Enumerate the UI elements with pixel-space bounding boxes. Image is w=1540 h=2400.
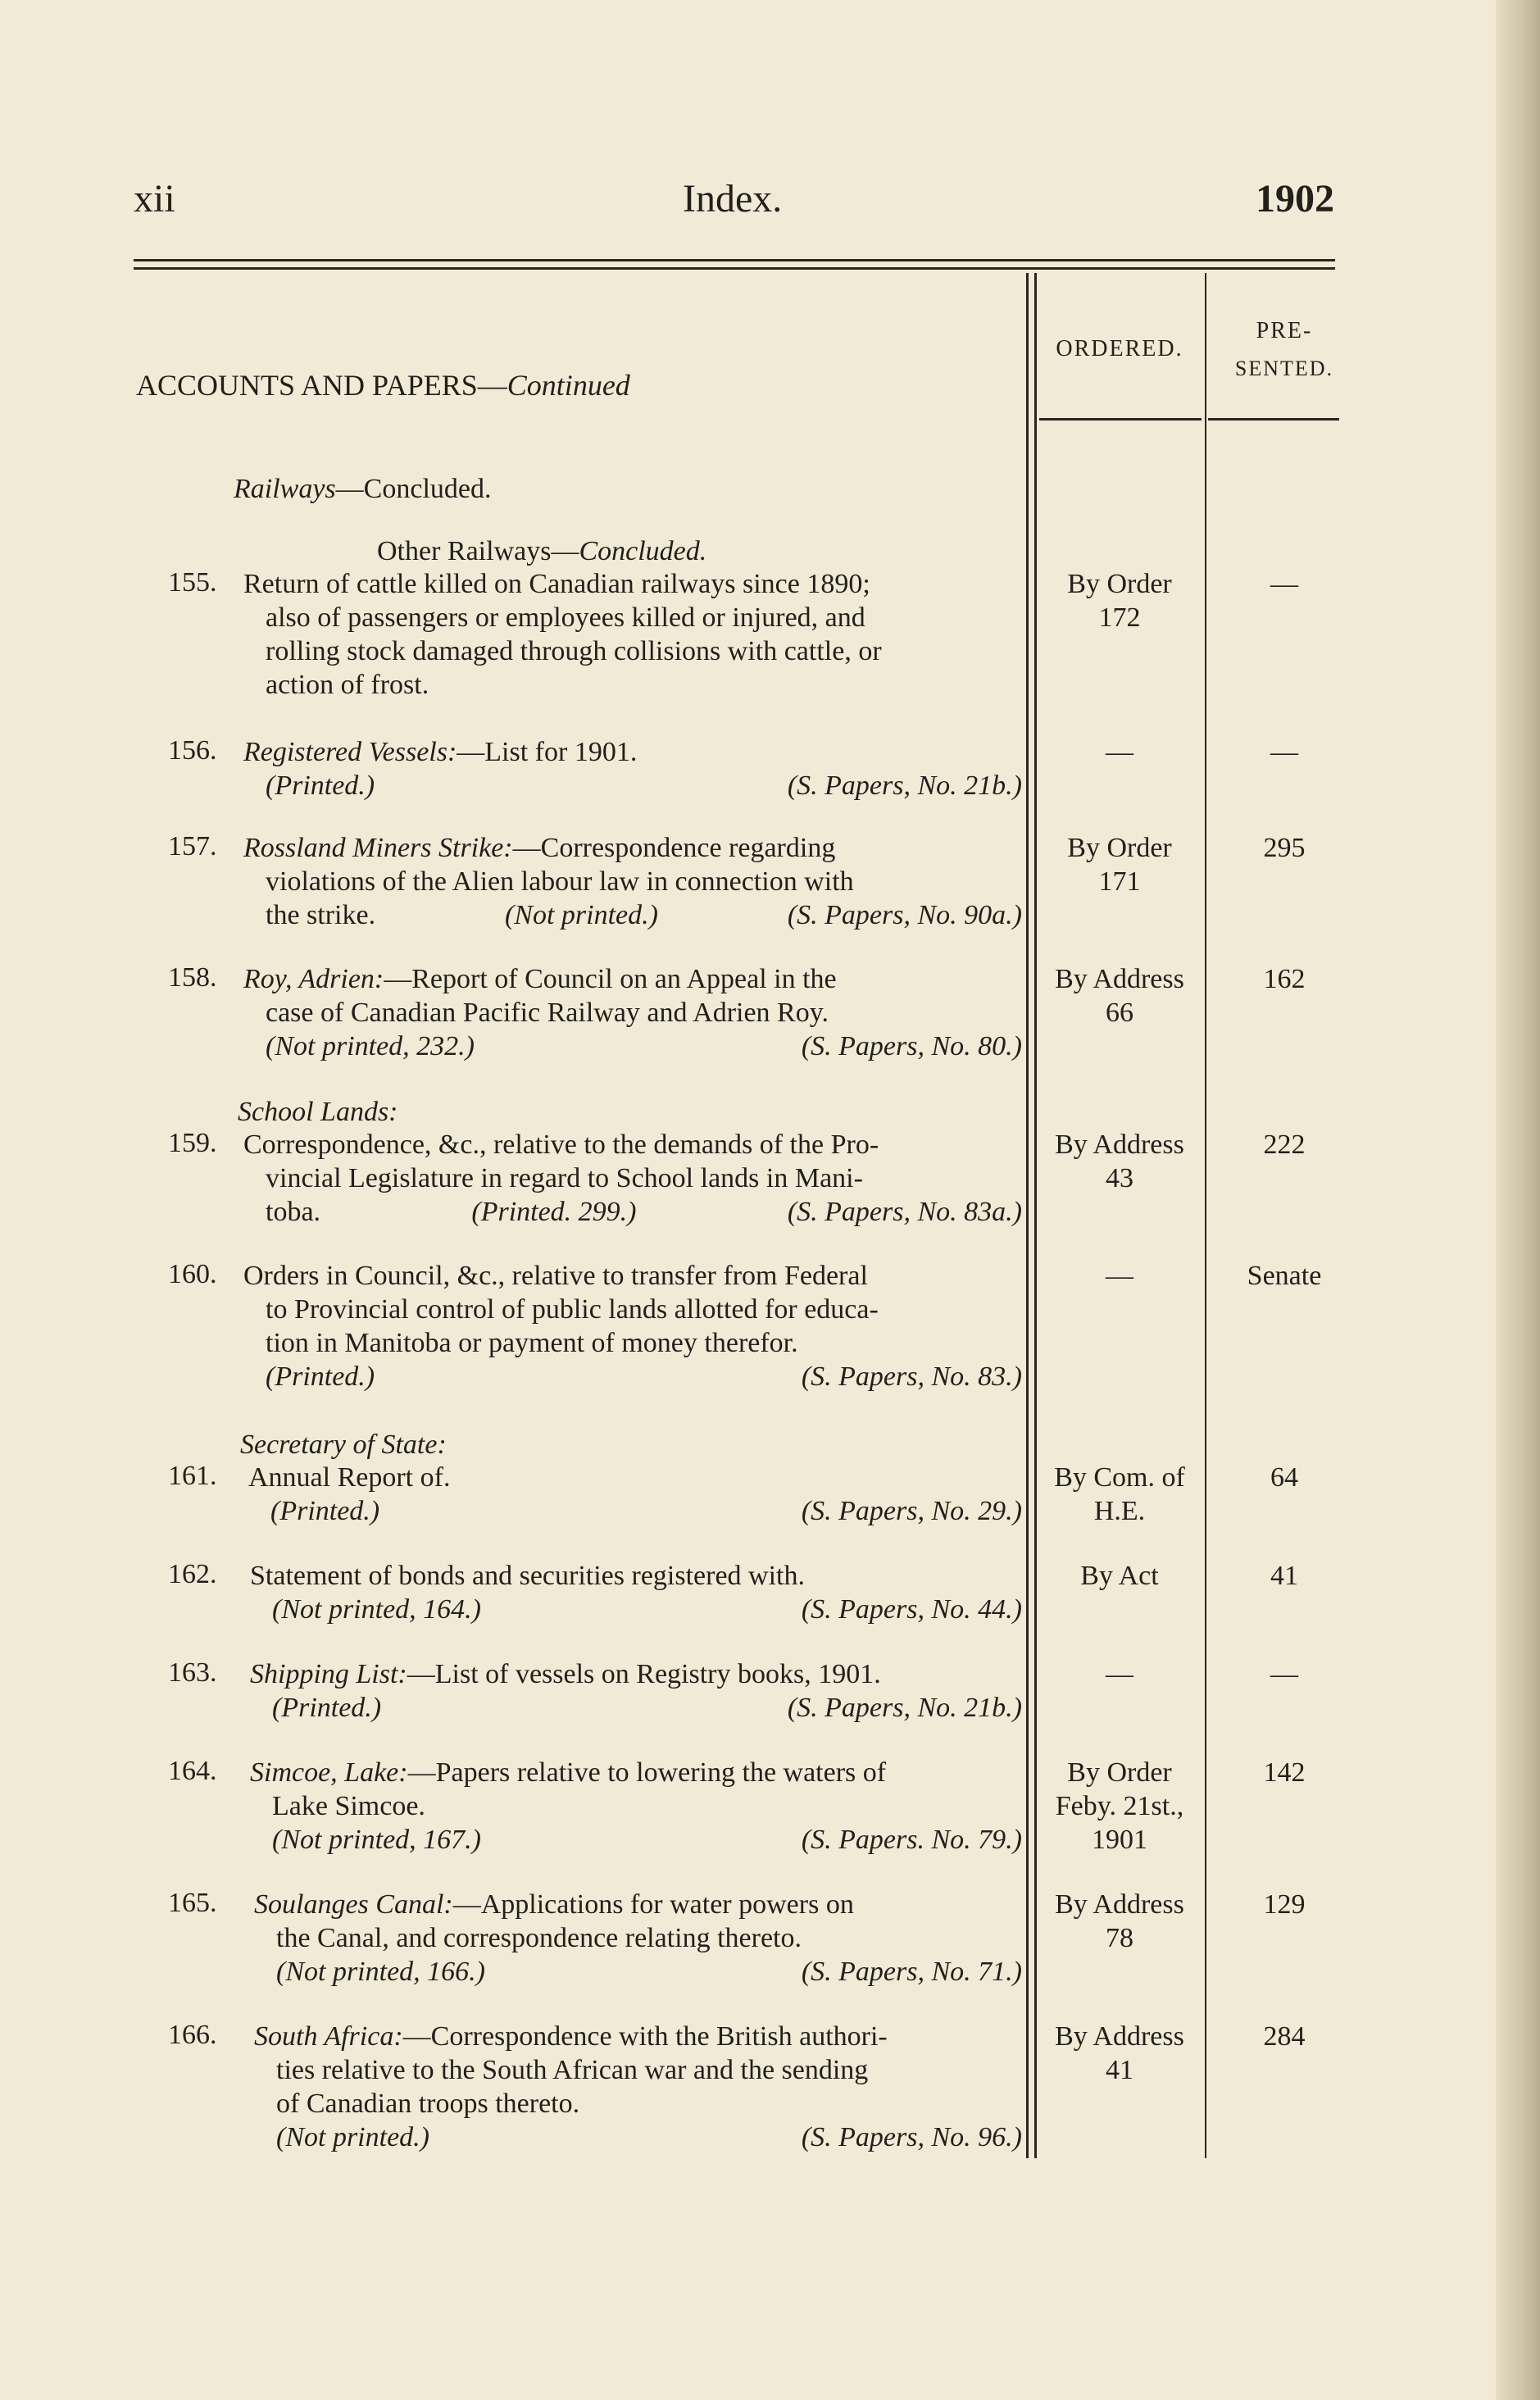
- column-divider-left-inner: [1034, 273, 1037, 2158]
- subsection-railways: Railways—Concluded.: [234, 474, 492, 504]
- subsection-heading: Secretary of State:: [240, 1430, 447, 1460]
- presented-cell: 162: [1263, 964, 1306, 994]
- entry-number: 162.: [168, 1559, 217, 1589]
- header-rule-top: [134, 259, 1335, 261]
- ordered-cell: By Act: [1080, 1561, 1159, 1591]
- presented-cell: 222: [1263, 1130, 1306, 1160]
- entry-157: Rossland Miners Strike:—Correspondence regarding violations of the Alien labour law in connection with the strike. (Not printed.) (S. Papers, No. 90a.): [243, 833, 1022, 930]
- entry-number: 163.: [168, 1657, 217, 1688]
- entry-158: Roy, Adrien:—Report of Council on an Appeal in the case of Canadian Pacific Railway and Adrien Roy. (Not printed, 232.) (S. Papers, No. 80.): [243, 964, 1022, 1061]
- entry-number: 157.: [168, 831, 217, 861]
- presented-column-heading-2: SENTED.: [1234, 357, 1334, 380]
- entry-160: Orders in Council, &c., relative to transfer from Federal to Provincial control of public lands allotted for educa- tion in Manitoba or payment of money therefor. (Printed.) (S. Papers, No. 83.): [243, 1261, 1022, 1392]
- ordered-cell: By Order Feby. 21st., 1901: [1055, 1757, 1184, 1855]
- ordered-cell: By Address 41: [1055, 2021, 1184, 2085]
- entry-162: Statement of bonds and securities registered with. (Not printed, 164.) (S. Papers, No. 44.): [250, 1561, 1022, 1625]
- presented-cell: 284: [1263, 2021, 1306, 2052]
- presented-column-heading-1: PRE-: [1256, 318, 1313, 343]
- entry-166: South Africa:—Correspondence with the British authori- ties relative to the South African war and the sending of Canadian troops thereto. (Not printed.) (S. Papers, No. 96.): [254, 2021, 1022, 2152]
- presented-header-rule: [1208, 418, 1339, 420]
- presented-cell: 142: [1263, 1757, 1306, 1788]
- subsection-other-railways: Other Railways—Concluded.: [377, 536, 707, 566]
- entry-163: Shipping List:—List of vessels on Registry books, 1901. (Printed.) (S. Papers, No. 21b.): [250, 1659, 1022, 1723]
- ordered-cell: By Order 172: [1067, 569, 1172, 633]
- ordered-header-rule: [1039, 418, 1202, 420]
- section-title: ACCOUNTS AND PAPERS—Continued: [136, 369, 630, 402]
- presented-cell: —: [1270, 1659, 1298, 1689]
- entry-165: Soulanges Canal:—Applications for water powers on the Canal, and correspondence relating thereto. (Not printed, 166.) (S. Papers, No. 71.): [254, 1889, 1022, 1987]
- entry-159: Correspondence, &c., relative to the demands of the Pro- vincial Legislature in regard to School lands in Mani- toba. (Printed. 299.) (S. Papers, No. 83a.): [243, 1130, 1022, 1227]
- presented-cell: 295: [1263, 833, 1306, 863]
- header-rule-bottom: [134, 267, 1335, 270]
- subsection-heading: School Lands:: [238, 1097, 398, 1127]
- ordered-cell: —: [1106, 737, 1133, 767]
- page-edge: [1496, 0, 1540, 2400]
- entry-number: 158.: [168, 962, 217, 993]
- entry-number: 161.: [168, 1461, 217, 1491]
- presented-cell: —: [1270, 569, 1298, 599]
- page-title: Index.: [683, 177, 783, 220]
- column-divider-right: [1205, 273, 1206, 2158]
- year: 1902: [1256, 177, 1334, 220]
- ordered-cell: By Address 78: [1055, 1889, 1184, 1953]
- entry-number: 160.: [168, 1259, 217, 1289]
- entry-number: 155.: [168, 567, 217, 598]
- ordered-cell: By Order 171: [1067, 833, 1172, 897]
- entry-161: Annual Report of. (Printed.) (S. Papers, No. 29.): [248, 1462, 1022, 1526]
- entry-164: Simcoe, Lake:—Papers relative to lowering the waters of Lake Simcoe. (Not printed, 167.) (S. Papers. No. 79.): [250, 1757, 1022, 1855]
- presented-cell: 129: [1263, 1889, 1306, 1920]
- entry-number: 156.: [168, 735, 217, 766]
- presented-cell: 41: [1270, 1561, 1298, 1591]
- ordered-cell: By Address 43: [1055, 1130, 1184, 1193]
- ordered-cell: —: [1106, 1261, 1133, 1291]
- page-number: xii: [134, 177, 175, 220]
- presented-cell: Senate: [1247, 1261, 1322, 1291]
- column-divider-left: [1026, 273, 1029, 2158]
- entry-number: 165.: [168, 1888, 217, 1918]
- ordered-cell: By Address 66: [1055, 964, 1184, 1028]
- entry-156: Registered Vessels:—List for 1901. (Printed.) (S. Papers, No. 21b.): [243, 737, 1022, 801]
- entry-number: 164.: [168, 1756, 217, 1786]
- entry-155: Return of cattle killed on Canadian railways since 1890; also of passengers or employees killed or injured, and rolling stock damaged through collisions with cattle, or action of frost.: [243, 569, 882, 700]
- entry-number: 159.: [168, 1128, 217, 1158]
- presented-cell: —: [1270, 737, 1298, 767]
- ordered-cell: By Com. of H.E.: [1054, 1462, 1185, 1526]
- ordered-column-heading: ORDERED.: [1056, 336, 1183, 361]
- ordered-cell: —: [1106, 1659, 1133, 1689]
- entry-number: 166.: [168, 2020, 217, 2050]
- presented-cell: 64: [1270, 1462, 1298, 1493]
